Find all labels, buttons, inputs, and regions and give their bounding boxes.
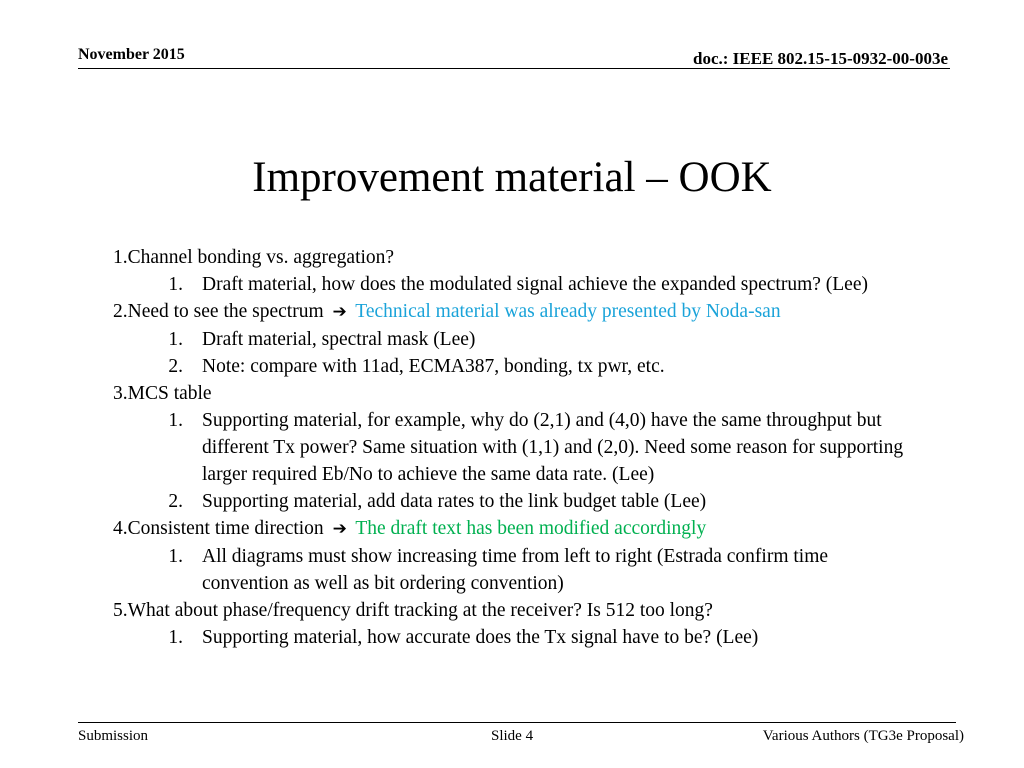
footer-rule (78, 722, 956, 723)
status-note-presented: Technical material was already presented by Noda-san (355, 301, 781, 322)
sub-item-number: 1. (168, 410, 183, 431)
sub-item-number: 2. (168, 491, 183, 512)
sub-item-text: Draft material, how does the modulated signal achieve the expanded spectrum? (Lee) (202, 274, 868, 295)
header-doc-id: doc.: IEEE 802.15-15-0932-00-003e (693, 49, 948, 68)
footer-slide-number: Slide 4 (491, 728, 534, 744)
footer-submission: Submission (78, 728, 149, 744)
list-item-3-label: 3.MCS table (113, 383, 212, 404)
sub-item-number: 2. (168, 356, 183, 377)
status-note-modified: The draft text has been modified accordingly (355, 518, 707, 539)
sub-item-text: Draft material, spectral mask (Lee) (202, 329, 476, 350)
list-item-5 (113, 597, 913, 624)
sub-item-number: 1. (168, 274, 183, 295)
sub-item-text: Supporting material, how accurate does the Tx signal have to be? (Lee) (202, 627, 759, 648)
sub-item-2-2 (113, 353, 913, 380)
sub-item-2-1 (113, 326, 913, 353)
header-rule (78, 68, 950, 69)
sub-item-5-1 (113, 624, 913, 651)
list-item-4-label: 4.Consistent time direction (113, 518, 324, 539)
sub-item-4-1 (113, 543, 913, 597)
list-item-3 (113, 380, 913, 407)
list-item-2-label: 2.Need to see the spectrum (113, 301, 324, 322)
arrow-right-icon: ➔ (332, 302, 347, 322)
header-date: November 2015 (78, 46, 185, 63)
slide-title: Improvement material – OOK (252, 154, 772, 201)
slide-body (113, 244, 913, 651)
sub-item-1-1 (113, 271, 913, 298)
sub-item-number: 1. (168, 546, 183, 567)
sub-item-text: Supporting material, for example, why do (2,1) and (4,0) have the same throughput but different Tx power? Same situation with (1,1) and (2,0). Need some reason for supporting larger required Eb/No to achieve the same data rate. (Lee) (202, 410, 904, 485)
list-item-4 (113, 515, 913, 543)
sub-item-text: Supporting material, add data rates to the link budget table (Lee) (202, 491, 707, 512)
arrow-right-icon: ➔ (332, 519, 347, 539)
list-item-1 (113, 244, 913, 271)
sub-item-3-1 (113, 407, 913, 488)
sub-item-number: 1. (168, 329, 183, 350)
footer-authors: Various Authors (TG3e Proposal) (762, 728, 964, 744)
list-item-1-label: 1.Channel bonding vs. aggregation? (113, 247, 395, 268)
sub-item-number: 1. (168, 627, 183, 648)
list-item-2 (113, 298, 913, 326)
sub-item-3-2 (113, 488, 913, 515)
list-item-5-label: 5.What about phase/frequency drift tracking at the receiver? Is 512 too long? (113, 600, 713, 621)
sub-item-text: All diagrams must show increasing time from left to right (Estrada confirm time convention as well as bit ordering convention) (202, 546, 829, 594)
sub-item-text: Note: compare with 11ad, ECMA387, bonding, tx pwr, etc. (202, 356, 665, 377)
